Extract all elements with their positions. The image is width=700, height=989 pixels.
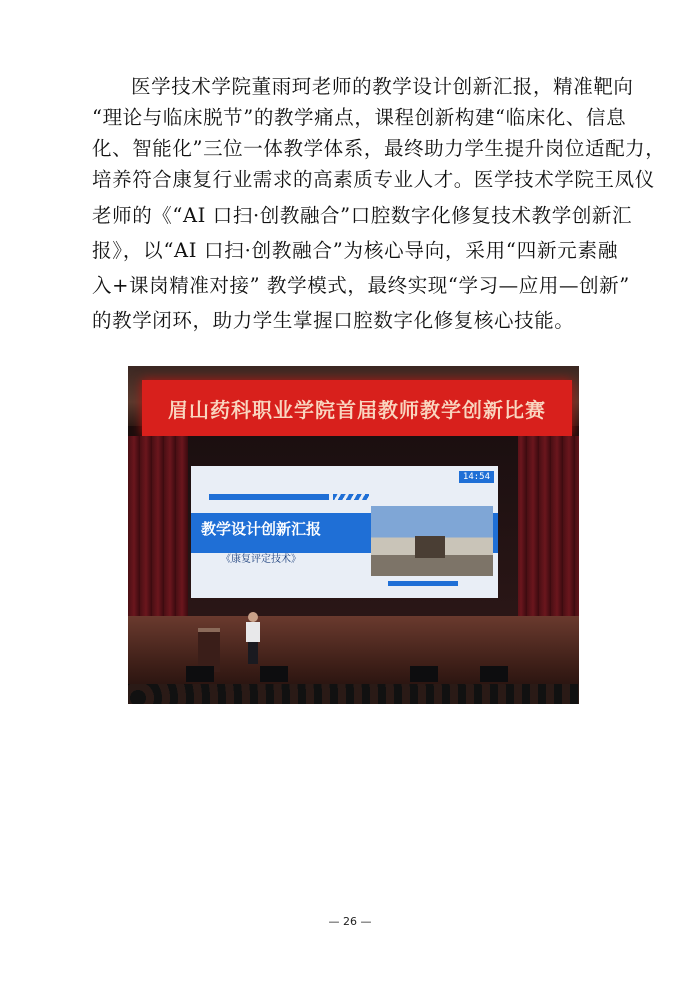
stage-monitor-left (186, 666, 214, 682)
speaker-body (246, 622, 260, 642)
body-line-3: 化、智能化”三位一体教学体系，最终助力学生提升岗位适配力， (92, 137, 666, 160)
slide-bottom-stripe (388, 581, 458, 586)
slide-stripe (209, 494, 329, 500)
slide-hatch (333, 494, 369, 500)
body-line-2: “理论与临床脱节”的教学痛点，课程创新构建“临床化、信息 (92, 106, 627, 129)
speaker-head (248, 612, 258, 622)
stage-monitor-center (260, 666, 288, 682)
audience-heads (128, 684, 579, 704)
projection-screen (191, 466, 498, 598)
slide-building-gate (415, 536, 445, 558)
led-banner-text: 眉山药科职业学院首届教师教学创新比赛 (168, 397, 546, 422)
speaker-legs (248, 642, 258, 664)
event-photo (128, 366, 579, 704)
page-number: — 26 — (328, 915, 372, 928)
body-line-1: 医学技术学院董雨珂老师的教学设计创新汇报，精准靶向 (131, 75, 634, 98)
body-line-4: 培养符合康复行业需求的高素质专业人才。医学技术学院王凤仪 (92, 168, 655, 191)
body-line-5: 老师的《“AI 口扫·创教融合”口腔数字化修复技术教学创新汇 (92, 204, 633, 227)
stage-monitor-far-right (480, 666, 508, 682)
body-line-6: 报》，以“AI 口扫·创教融合”为核心导向，采用“四新元素融 (92, 239, 618, 262)
body-line-7: 入+课岗精准对接” 教学模式，最终实现“学习—应用—创新” (92, 274, 630, 297)
led-banner (142, 380, 572, 436)
body-line-8: 的教学闭环，助力学生掌握口腔数字化修复核心技能。 (92, 309, 575, 332)
slide-subtitle: 《康复评定技术》 (221, 554, 301, 565)
slide-title: 教学设计创新汇报 (201, 520, 322, 538)
slide-timer: 14:54 (459, 471, 494, 483)
stage-monitor-right (410, 666, 438, 682)
